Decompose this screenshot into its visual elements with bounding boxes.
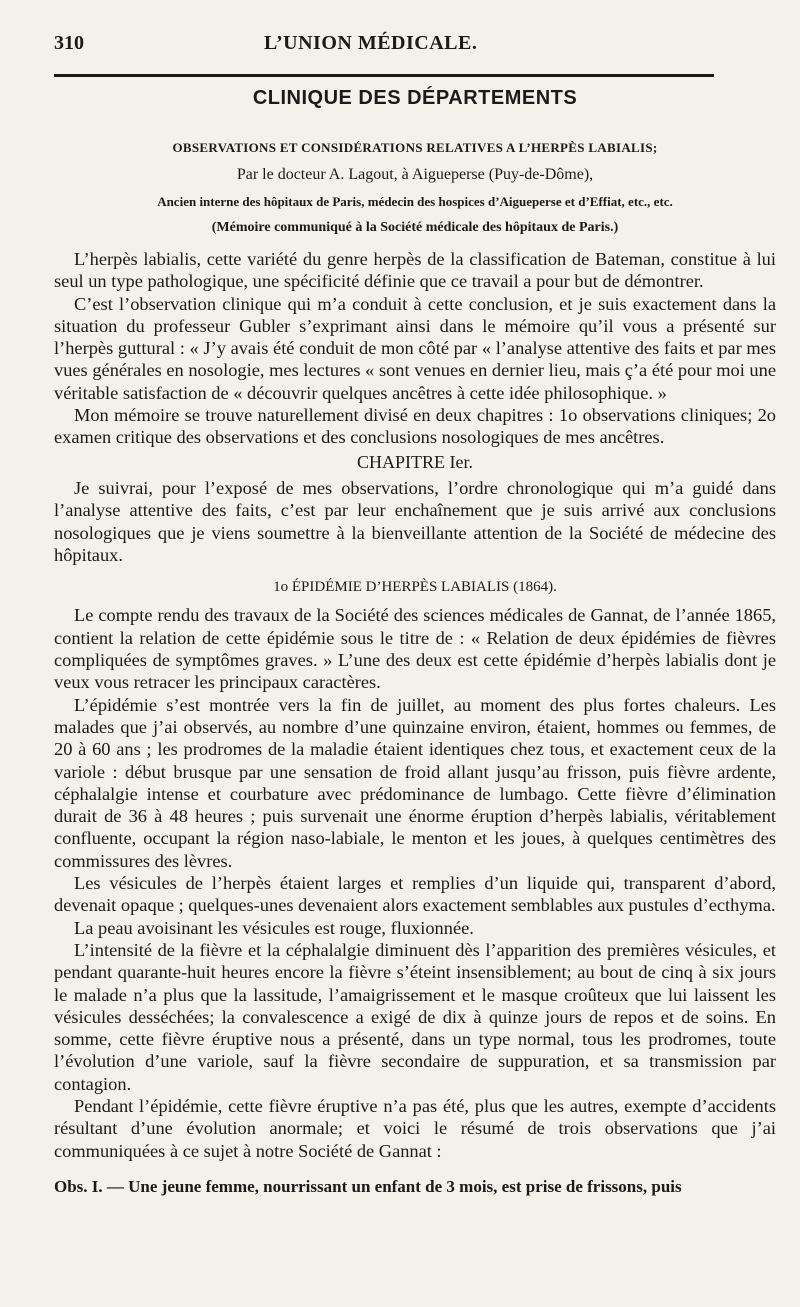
paragraph: L’intensité de la fièvre et la céphalalgie diminuent dès l’apparition des premières vésicules, et pendant quarante-huit heures encore la fièvre s’éteint insensiblement; au bout de cinq à six jours le malade n’a plus que la lassitude, l’amaigrissement et le masque croûteux que lui laissent les vésicules desséchées; la convalescence a exigé de dix à quinze jours de repos et de soins. En somme, cette fièvre éruptive nous a présenté, dans un type normal, tous les prodromes, toute l’évolution d’une variole, sauf la fièvre secondaire de suppuration, et sa transmission par contagion. bbox=[54, 939, 776, 1094]
paragraph: Le compte rendu des travaux de la Société des sciences médicales de Gannat, de l’année 1865, contient la relation de cette épidémie sous le titre de : « Relation de deux épidémies de fièvres compliquées de symptômes graves. » L’une des deux est cette épidémie d’herpès labialis dont je veux vous retracer les principaux caractères. bbox=[54, 605, 776, 693]
memoire-note: (Mémoire communiqué à la Société médicale des hôpitaux de Paris.) bbox=[211, 220, 619, 235]
paragraph: La peau avoisinant les vésicules est rouge, fluxionnée. bbox=[74, 917, 474, 938]
author-affiliation: Ancien interne des hôpitaux de Paris, médecin des hospices d’Aigueperse et d’Effiat, etc., etc. bbox=[157, 194, 673, 209]
paragraph: Mon mémoire se trouve naturellement divisé en deux chapitres : 1o observations cliniques; 2o examen critique des observations et des conclusions nosologiques de mes ancêtres. bbox=[54, 405, 776, 448]
paragraph: L’herpès labialis, cette variété du genre herpès de la classification de Bateman, constitue à lui seul un type pathologique, une spécificité définie que ce travail a pour but de démontrer. bbox=[54, 249, 776, 292]
page-number: 310 bbox=[54, 32, 84, 54]
article-body bbox=[54, 248, 776, 1198]
journal-title: L’UNION MÉDICALE. bbox=[264, 32, 478, 54]
paragraph: L’épidémie s’est montrée vers la fin de juillet, au moment des plus fortes chaleurs. Les malades que j’ai observés, au nombre d’une quinzaine environ, étaient, hommes ou femmes, de 20 à 60 ans ; les prodromes de la maladie étaient identiques chez tous, et exactement ceux de la variole : début brusque par une sensation de froid allant jusqu’au frisson, puis fièvre ardente, céphalalgie intense et courbature avec prédominance de lumbago. Cette fièvre d’élimination durait de 36 à 48 heures ; puis survenait une énorme éruption d’herpès labialis, véritablement confluente, occupant la région naso-labiale, le menton et les joues, à quelques centimètres des commissures des lèvres. bbox=[54, 694, 776, 871]
observation-line: Obs. I. — Une jeune femme, nourrissant un enfant de 3 mois, est prise de frissons, puis bbox=[54, 1176, 682, 1196]
article-title: OBSERVATIONS ET CONSIDÉRATIONS RELATIVES A L’HERPÈS LABIALIS; bbox=[172, 140, 658, 155]
running-header bbox=[54, 32, 776, 72]
paragraph: Les vésicules de l’herpès étaient larges et remplies d’un liquide qui, transparent d’abord, devenait opaque ; quelques-unes devenaient alors exactement semblables aux pustules d’ecthyma. bbox=[54, 873, 776, 916]
paragraph: C’est l’observation clinique qui m’a conduit à cette conclusion, et je suis exactement dans la situation du professeur Gubler s’exprimant ainsi dans le mémoire qu’il vous a présenté sur l’herpès guttural : « J’y avais été conduit de mon côté par « l’analyse attentive des faits et par mes vues générales en nosologie, mes lectures « sont venues en dernier lieu, mais ç’a été pour moi une véritable satisfaction de « découvrir quelques ancêtres à cette idée philosophique. » bbox=[54, 293, 776, 403]
header-rule bbox=[54, 74, 714, 77]
section-title: CLINIQUE DES DÉPARTEMENTS bbox=[252, 87, 578, 109]
subsection-heading: 1o ÉPIDÉMIE D’HERPÈS LABIALIS (1864). bbox=[273, 579, 557, 596]
chapter-heading: CHAPITRE Ier. bbox=[357, 451, 473, 472]
article-author: Par le docteur A. Lagout, à Aigueperse (Puy-de-Dôme), bbox=[236, 166, 594, 183]
paragraph: Pendant l’épidémie, cette fièvre éruptive n’a pas été, plus que les autres, exempte d’accidents résultant d’une évolution anormale; et voici le résumé de trois observations que j’ai communiquées à ce sujet à notre Société de Gannat : bbox=[54, 1095, 776, 1161]
paragraph: Je suivrai, pour l’exposé de mes observations, l’ordre chronologique qui m’a guidé dans l’analyse attentive des faits, c’est par leur enchaînement que je suis arrivé aux conclusions nosologiques que je viens soumettre à la bienveillante attention de la Société de médecine des hôpitaux. bbox=[54, 477, 776, 565]
